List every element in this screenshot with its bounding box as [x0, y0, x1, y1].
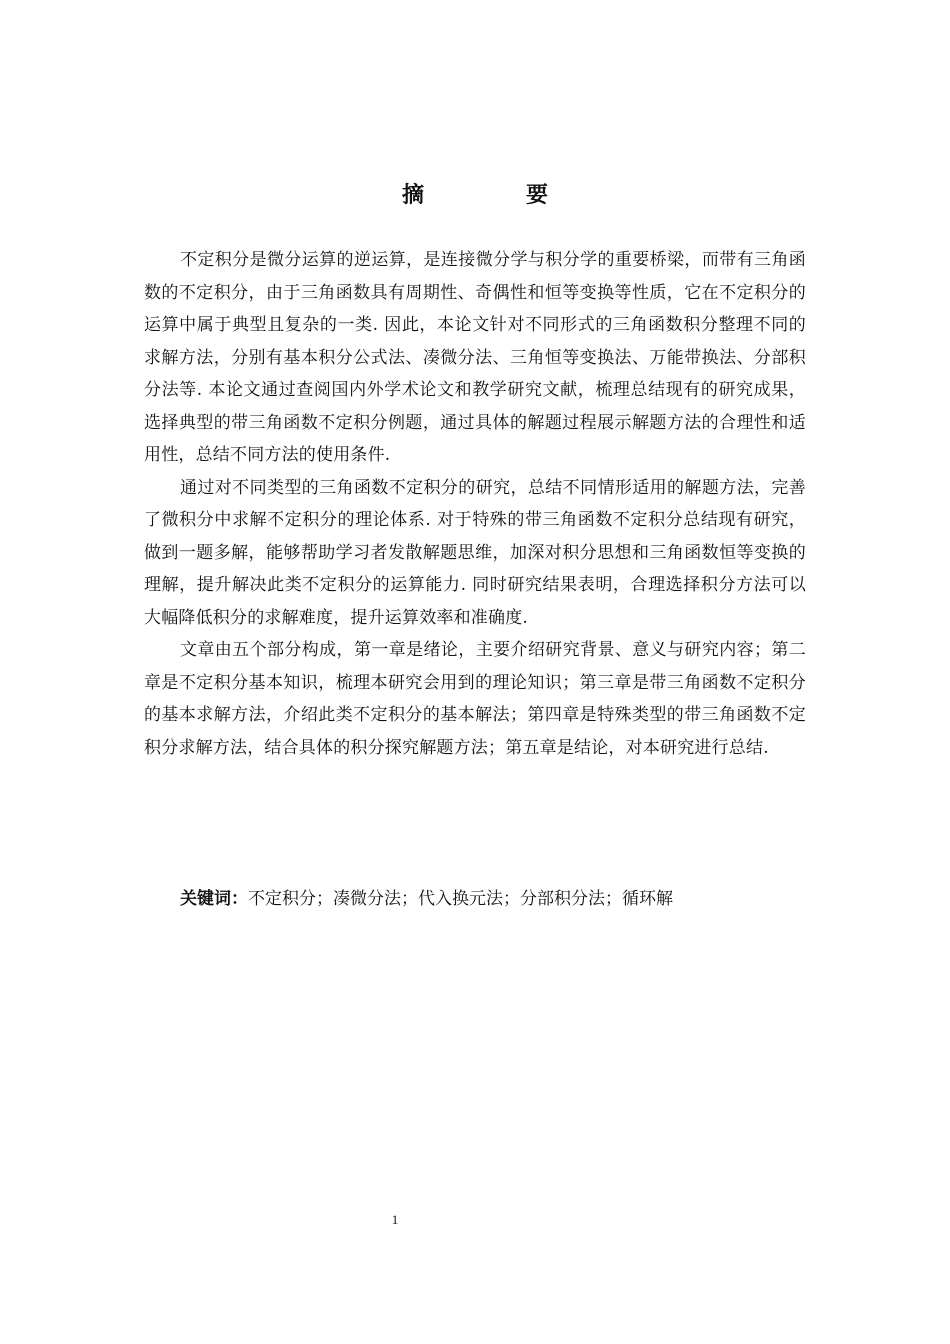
keywords-label: 关键词：: [180, 889, 248, 909]
abstract-paragraph-1: 不定积分是微分运算的逆运算，是连接微分学与积分学的重要桥梁，而带有三角函数的不定积分，由于三角函数具有周期性、奇偶性和恒等变换等性质，它在不定积分的运算中属于典型且复杂的一类. 因此，本论文针对不同形式的三角函数积分整理不同的求解方法，分别有基本积分公式法、凑微分法、三角恒等变换法、万能带换法、分部积分法等. 本论文通过查阅国内外学术论文和教学研究文献，梳理总结现有的研究成果，选择典型的带三角函数不定积分例题，通过具体的解题过程展示解题方法的合理性和适用性，总结不同方法的使用条件.: [144, 250, 806, 465]
keywords-text: 不定积分；凑微分法；代入换元法；分部积分法；循环解: [248, 889, 673, 909]
page-number: 1: [391, 1212, 399, 1227]
abstract-paragraph-2: 通过对不同类型的三角函数不定积分的研究，总结不同情形适用的解题方法，完善了微积分中求解不定积分的理论体系. 对于特殊的带三角函数不定积分总结现有研究，做到一题多解，能够帮助学习者发散解题思维，加深对积分思想和三角函数恒等变换的理解，提升解决此类不定积分的运算能力. 同时研究结果表明，合理选择积分方法可以大幅降低积分的求解难度，提升运算效率和准确度.: [144, 477, 806, 628]
keywords-line: [180, 884, 673, 914]
abstract-title: 摘 要: [401, 183, 588, 208]
abstract-body: [144, 244, 806, 764]
abstract-paragraph-3: 文章由五个部分构成，第一章是绪论，主要介绍研究背景、意义与研究内容；第二章是不定积分基本知识，梳理本研究会用到的理论知识；第三章是带三角函数不定积分的基本求解方法，介绍此类不定积分的基本解法；第四章是特殊类型的带三角函数不定积分求解方法，结合具体的积分探究解题方法；第五章是结论，对本研究进行总结.: [144, 640, 806, 758]
